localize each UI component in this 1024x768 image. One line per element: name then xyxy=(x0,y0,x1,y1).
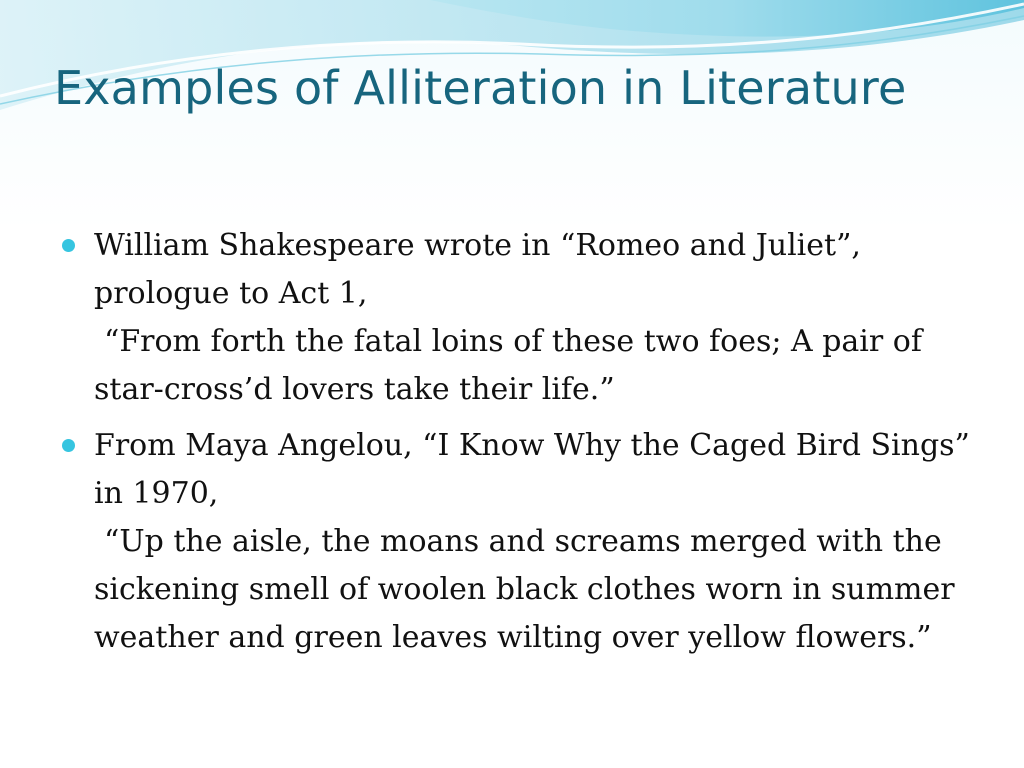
slide-content xyxy=(62,222,982,670)
bullet-text: From Maya Angelou, “I Know Why the Caged Bird Sings” in 1970, xyxy=(94,428,970,511)
bullet-dot-icon xyxy=(62,439,75,452)
bullet-dot-icon xyxy=(62,239,75,252)
bullet-item-angelou xyxy=(62,422,982,662)
bullet-item-shakespeare xyxy=(62,222,982,414)
bullet-text: William Shakespeare wrote in “Romeo and Juliet”, prologue to Act 1, xyxy=(94,228,861,311)
quote-text: “From forth the fatal loins of these two foes; A pair of star-cross’d lovers take their life.” xyxy=(94,324,922,407)
quote-text: “Up the aisle, the moans and screams merged with the sickening smell of woolen black clothes worn in summer weather and green leaves wilting over yellow flowers.” xyxy=(94,524,955,655)
slide-title: Examples of Alliteration in Literature xyxy=(54,61,907,115)
